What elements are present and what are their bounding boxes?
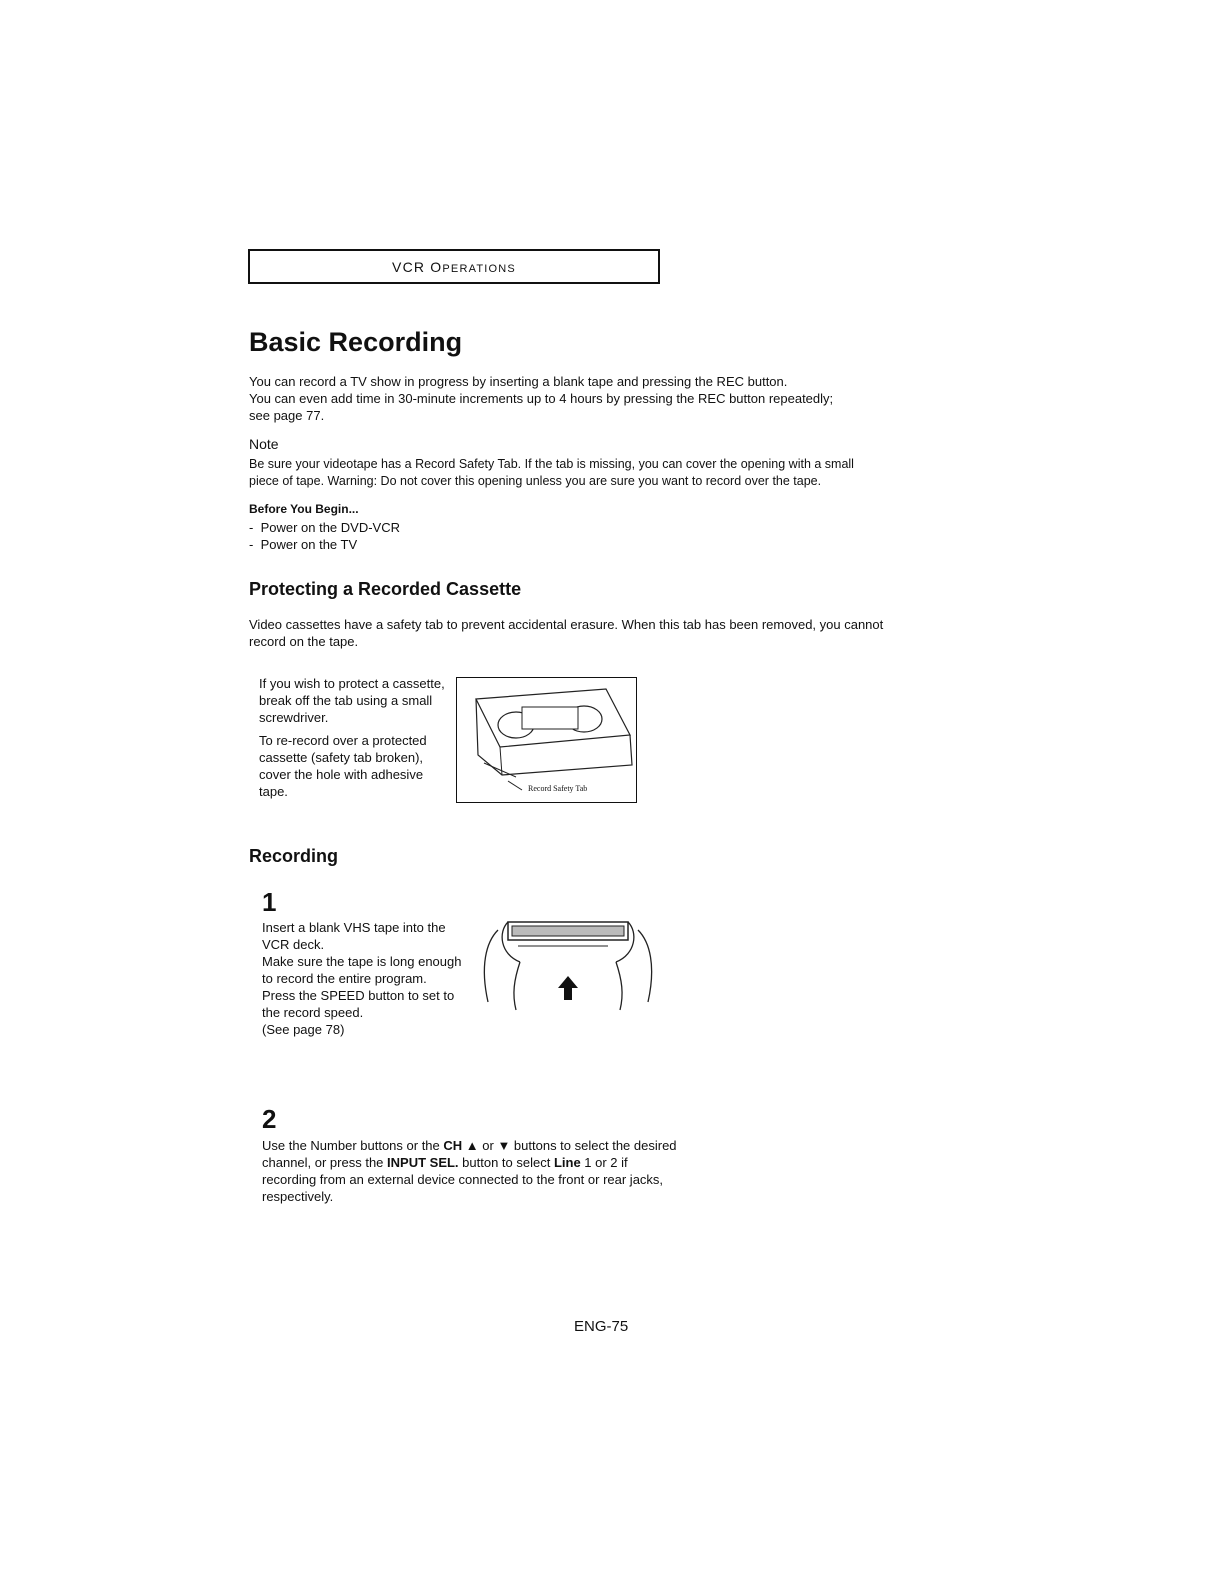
protecting-paragraph bbox=[249, 616, 964, 650]
recording-heading: Recording bbox=[249, 846, 339, 866]
step-number: 2 bbox=[262, 1104, 277, 1134]
list-item: - Power on the TV bbox=[249, 537, 358, 552]
intro-line: see page 77. bbox=[249, 408, 325, 423]
insert-tape-illustration bbox=[468, 910, 653, 1020]
intro-line: You can even add time in 30-minute increments up to 4 hours by pressing the REC button repeatedly; bbox=[249, 391, 834, 406]
cassette-illustration bbox=[456, 677, 637, 803]
page-title: Basic Recording bbox=[249, 327, 463, 357]
cassette-drawing bbox=[456, 677, 637, 803]
note-line: Be sure your videotape has a Record Safety Tab. If the tab is missing, you can cover the opening with a small bbox=[249, 457, 854, 471]
protect-paragraph: If you wish to protect a cassette, break off the tab using a small screwdriver. bbox=[259, 676, 445, 725]
note-label: Note bbox=[249, 436, 279, 452]
before-you-begin-label: Before You Begin... bbox=[249, 502, 359, 516]
section-header-box bbox=[248, 249, 660, 284]
protecting-heading: Protecting a Recorded Cassette bbox=[249, 579, 522, 599]
intro-paragraph bbox=[249, 373, 969, 424]
re-record-paragraph: To re-record over a protected cassette (safety tab broken), cover the hole with adhesive tape. bbox=[259, 733, 427, 799]
page-number: ENG-75 bbox=[574, 1318, 629, 1335]
record-safety-tab-label: Record Safety Tab bbox=[528, 784, 588, 793]
protecting-line: Video cassettes have a safety tab to prevent accidental erasure. When this tab has been removed, you cannot bbox=[249, 617, 884, 632]
step-number: 1 bbox=[262, 887, 277, 917]
list-item: - Power on the DVD-VCR bbox=[249, 520, 401, 535]
step-1-text bbox=[262, 919, 472, 1038]
step-line: Insert a blank VHS tape into the VCR deck. bbox=[262, 920, 446, 952]
step-line: Press the SPEED button to set to the record speed. bbox=[262, 988, 455, 1020]
step-line: Make sure the tape is long enough to record the entire program. bbox=[262, 954, 462, 986]
step-2-text: Use the Number buttons or the CH ▲ or ▼ buttons to select the desired channel, or press the INPUT SEL. button to select Line 1 or 2 if recording from an external device connected to the front or rear jacks, respectively. bbox=[262, 1138, 677, 1204]
before-you-begin-list bbox=[249, 519, 549, 553]
insert-arrow-icon bbox=[558, 976, 578, 1000]
step-line: (See page 78) bbox=[262, 1022, 345, 1037]
insert-tape-drawing bbox=[468, 910, 653, 1020]
note-line: piece of tape. Warning: Do not cover this opening unless you are sure you want to record over the tape. bbox=[249, 474, 822, 488]
protecting-line: record on the tape. bbox=[249, 634, 359, 649]
note-text bbox=[249, 456, 969, 490]
section-label: VCR OPERATIONS bbox=[392, 259, 516, 275]
protecting-instructions bbox=[259, 675, 454, 806]
intro-line: You can record a TV show in progress by inserting a blank tape and pressing the REC button. bbox=[249, 374, 788, 389]
